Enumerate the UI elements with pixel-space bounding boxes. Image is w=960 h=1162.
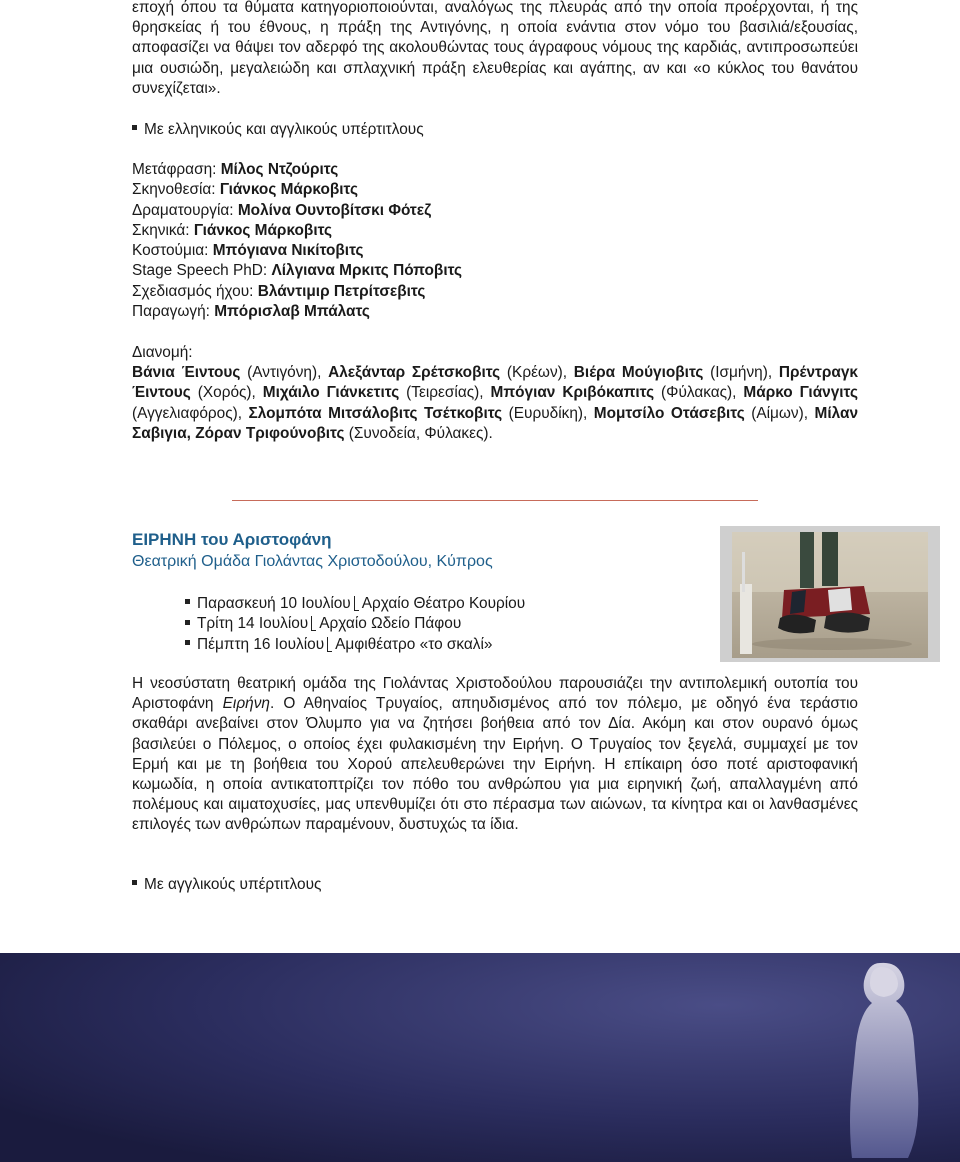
credit-line: Μετάφραση: Μίλος Ντζούριτς xyxy=(132,161,339,178)
credit-line: Δραματουργία: Μολίνα Ουντοβίτσκι Φότεζ xyxy=(132,201,432,219)
cast-section xyxy=(132,343,858,444)
subtitles-note: Με ελληνικούς και αγγλικούς υπέρτιτλους xyxy=(132,120,424,140)
performance-list xyxy=(185,594,525,655)
cast-paragraph: Βάνια Έιντους (Αντιγόνη), Αλεξάνταρ Σρέτσκοβιτς (Κρέων), Βιέρα Μούγιοβιτς (Ισμήνη), Πρέντραγκ Έιντους (Χορός), Μιχάιλο Γιάνκετιτς (Τειρεσίας), Μπόγιαν Κριβόκαπιτς (Φύλακας), Μάρκο Γιάνγιτς (Αγγελιαφόρος), Σλομπότα Μιτσάλοβιτς Τσέτκοβιτς (Ευρυδίκη), Μομτσίλο Οτάσεβιτς (Αίμων), Μίλαν Σαβιγια, Ζόραν Τριφούνοβιτς (Συνοδεία, Φύλακες). xyxy=(132,364,859,442)
performance-row: Παρασκευή 10 Ιουλίου Αρχαίο Θέατρο Κουρίου xyxy=(185,594,525,614)
credit-line: Κοστούμια: Μπόγιανα Νικίτοβιτς xyxy=(132,242,364,260)
performance-row: Τρίτη 14 Ιουλίου Αρχαίο Ωδείο Πάφου xyxy=(185,614,525,634)
play-title: ΕΙΡΗΝΗ του Αριστοφάνη xyxy=(132,530,332,549)
credit-line: Σκηνικά: Γιάνκος Μάρκοβιτς xyxy=(132,221,333,239)
credit-line: Stage Speech PhD: Λίλγιανα Μρκιτς Πόποβιτς xyxy=(132,262,463,280)
bullet-icon xyxy=(132,880,137,885)
bullet-icon xyxy=(185,599,190,604)
bullet-icon xyxy=(185,620,190,625)
play-photo xyxy=(732,532,928,658)
intro-paragraph: εποχή όπου τα θύματα κατηγοριοποιούνται, αναλόγως της πλευράς από την οποία προέρχονται, ή της θρησκείας ή του έθνους, η πράξη της Αντιγόνης, η οποία ενάντια στον νόμο του βασιλιά/εξουσίας, αποφασίζει να θάψει τον αδερφό της ακολουθώντας τους άγραφους νόμους της καρδιάς, αντιπροσωπεύει μια ουσιώδη, μεγαλειώδη και σπλαχνική πράξη ελευθερίας και αγάπης, αν και «ο κύκλος του θανάτου συνεχίζεται». xyxy=(132,0,858,97)
subtitles-note-english: Με αγγλικούς υπέρτιτλους xyxy=(132,876,321,894)
section-divider xyxy=(232,500,758,501)
credit-line: Σκηνοθεσία: Γιάνκος Μάρκοβιτς xyxy=(132,181,359,199)
play-description: Η νεοσύστατη θεατρική ομάδα της Γιολάντας Χριστοδούλου παρουσιάζει την αντιπολεμική ουτοπία του Αριστοφάνη Ειρήνη. Ο Αθηναίος Τρυγαίος, απηυδισμένος από τον πόλεμο, με οδηγό ένα τεράστιο σκαθάρι ανεβαίνει στον Όλυμπο για να ζητήσει βοήθεια από τον Δία. Ακόμη και στον ουρανό όμως βασιλεύει ο Πόλεμος, ο οποίος έχει φυλακισμένη την Ειρήνη. Ο Τρυγαίος τον ξεγελά, συμμαχεί με τον Ερμή και με τη βοήθεια του Χορού απελευθερώνει την Ειρήνη. Η επίκαιρη όσο ποτέ αριστοφανική κωμωδία, η οποία αντικατοπτρίζει τον πόθο του ανθρώπου για μια ειρηνική ζωή, απαλλαγμένη από πολέμους και αιματοχυσίες, μας υπενθυμίζει ότι στο πέρασμα των αιώνων, τα κίνητρα και οι λανθασμένες επιλογές των ανθρώπων παραμένουν, δυστυχώς τα ίδια. xyxy=(132,675,858,834)
bullet-icon xyxy=(185,640,190,645)
credit-line: Σχεδιασμός ήχου: Βλάντιμιρ Πετρίτσεβιτς xyxy=(132,282,426,300)
bullet-icon xyxy=(132,125,137,130)
credits-list xyxy=(132,160,462,322)
company-name: Θεατρική Ομάδα Γιολάντας Χριστοδούλου, Κύπρος xyxy=(132,553,493,570)
footer-banner xyxy=(0,953,960,1162)
cast-heading: Διανομή: xyxy=(132,344,193,361)
performance-row: Πέμπτη 16 Ιουλίου Αμφιθέατρο «το σκαλί» xyxy=(185,635,525,655)
credit-line: Παραγωγή: Μπόρισλαβ Μπάλατς xyxy=(132,303,370,321)
